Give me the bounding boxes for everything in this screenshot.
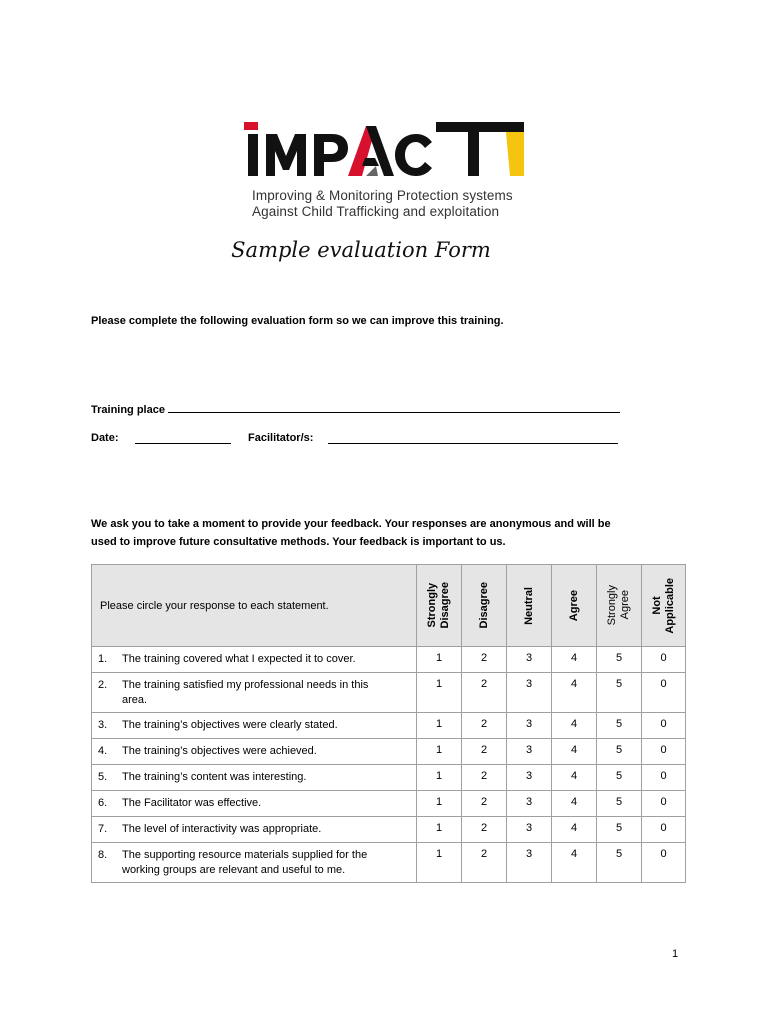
statement-number: 3. [98,719,108,731]
logo-letter-p [314,134,348,176]
page-number: 1 [672,948,679,960]
rating-option[interactable]: 4 [552,817,597,843]
logo-a-black [366,126,394,176]
rating-option[interactable]: 0 [642,739,686,765]
rating-option[interactable]: 2 [462,791,507,817]
column-label: Not Applicable [650,577,676,634]
table-row [92,843,686,883]
logo-red-accent [244,122,258,130]
rating-option[interactable]: 2 [462,843,507,883]
table-header-row [92,565,686,647]
column-header-agree [552,565,597,647]
table-row [92,817,686,843]
rating-option[interactable]: 2 [462,673,507,713]
statement-number: 7. [98,823,108,835]
logo-letter-i [248,134,258,176]
rating-option[interactable]: 3 [507,765,552,791]
rating-option[interactable]: 0 [642,765,686,791]
facilitator-line[interactable] [328,433,618,444]
rating-option[interactable]: 4 [552,843,597,883]
logo-yellow-accent [506,132,524,176]
table-row [92,765,686,791]
feedback-note-line1: We ask you to take a moment to provide your feedback. Your responses are anonymous and will be [91,518,611,530]
rating-option[interactable]: 5 [597,673,642,713]
statement-cell [92,791,417,817]
column-label: Neutral [522,586,535,625]
rating-option[interactable]: 1 [417,817,462,843]
rating-option[interactable]: 5 [597,843,642,883]
rating-option[interactable]: 0 [642,817,686,843]
column-header-not-applicable [642,565,686,647]
rating-option[interactable]: 1 [417,647,462,673]
logo-letter-m [266,134,306,176]
rating-option[interactable]: 4 [552,647,597,673]
page-title: Sample evaluation Form [231,238,491,262]
instruction-cell: Please circle your response to each statement. [92,565,417,647]
statement-cell [92,843,417,883]
rating-option[interactable]: 3 [507,791,552,817]
rating-option[interactable]: 1 [417,713,462,739]
statement-number: 4. [98,745,108,757]
rating-option[interactable]: 0 [642,647,686,673]
statement-cell [92,765,417,791]
column-header-strongly-disagree [417,565,462,647]
rating-option[interactable]: 5 [597,647,642,673]
statement-number: 1. [98,653,108,665]
statement-text: The training’s content was interesting. [122,771,307,783]
rating-option[interactable]: 0 [642,713,686,739]
statement-text: The level of interactivity was appropriate. [122,823,322,835]
rating-option[interactable]: 2 [462,647,507,673]
rating-option[interactable]: 0 [642,673,686,713]
rating-option[interactable]: 3 [507,843,552,883]
statement-cell [92,817,417,843]
statement-cell [92,647,417,673]
logo-letter-c [395,134,432,176]
column-label: Strongly Agree [606,585,631,626]
statement-text: The Facilitator was effective. [122,797,262,809]
facilitator-label: Facilitator/s: [248,432,314,444]
table-row [92,673,686,713]
date-label: Date: [91,432,119,444]
rating-option[interactable]: 3 [507,647,552,673]
table-row [92,739,686,765]
statement-cell [92,739,417,765]
logo-tagline-line2: Against Child Trafficking and exploitation [252,204,500,219]
table-row [92,791,686,817]
column-label: Strongly Disagree [426,582,451,629]
statement-text: The training’s objectives were clearly stated. [122,719,338,731]
logo-tagline-line1: Improving & Monitoring Protection systems [252,188,513,203]
training-place-field [91,402,620,416]
rating-option[interactable]: 1 [417,843,462,883]
statement-number: 2. [98,679,108,691]
statement-text: The training covered what I expected it to cover. [122,653,356,665]
feedback-note-line2: used to improve future consultative methods. Your feedback is important to us. [91,536,506,548]
table-row [92,713,686,739]
rating-option[interactable]: 4 [552,713,597,739]
rating-option[interactable]: 5 [597,817,642,843]
rating-option[interactable]: 3 [507,739,552,765]
logo-t-stem [468,132,479,176]
table-row [92,647,686,673]
rating-option[interactable]: 5 [597,739,642,765]
column-header-disagree [462,565,507,647]
statement-text: The training’s objectives were achieved. [122,745,317,757]
column-header-neutral [507,565,552,647]
intro-text: Please complete the following evaluation form so we can improve this training. [91,315,504,327]
rating-option[interactable]: 3 [507,673,552,713]
statement-number: 8. [98,849,108,861]
column-label: Disagree [477,582,490,629]
rating-option[interactable]: 0 [642,791,686,817]
impact-logo [244,118,529,180]
logo-grey-accent [366,166,378,176]
rating-option[interactable]: 2 [462,765,507,791]
date-line[interactable] [135,433,231,444]
rating-option[interactable]: 2 [462,739,507,765]
rating-option[interactable]: 2 [462,713,507,739]
statement-number: 6. [98,797,108,809]
rating-option[interactable]: 0 [642,843,686,883]
rating-option[interactable]: 3 [507,713,552,739]
column-header-strongly-agree [597,565,642,647]
rating-option[interactable]: 1 [417,765,462,791]
statement-cell [92,713,417,739]
rating-option[interactable]: 5 [597,765,642,791]
logo-t-top [436,122,524,132]
rating-option[interactable]: 3 [507,817,552,843]
rating-option[interactable]: 1 [417,791,462,817]
statement-text: The training satisfied my professional needs in this area. [122,679,369,706]
rating-option[interactable]: 4 [552,791,597,817]
statement-text: The supporting resource materials supplied for the working groups are relevant and useful to me. [122,849,368,876]
evaluation-table [91,564,686,883]
training-place-line[interactable] [168,402,620,413]
rating-option[interactable]: 5 [597,713,642,739]
training-place-label: Training place [91,404,165,416]
column-label: Agree [567,589,580,622]
rating-option[interactable]: 4 [552,765,597,791]
rating-option[interactable]: 4 [552,739,597,765]
statement-number: 5. [98,771,108,783]
rating-option[interactable]: 1 [417,673,462,713]
rating-option[interactable]: 4 [552,673,597,713]
rating-option[interactable]: 1 [417,739,462,765]
rating-option[interactable]: 2 [462,817,507,843]
statement-cell [92,673,417,713]
rating-option[interactable]: 5 [597,791,642,817]
